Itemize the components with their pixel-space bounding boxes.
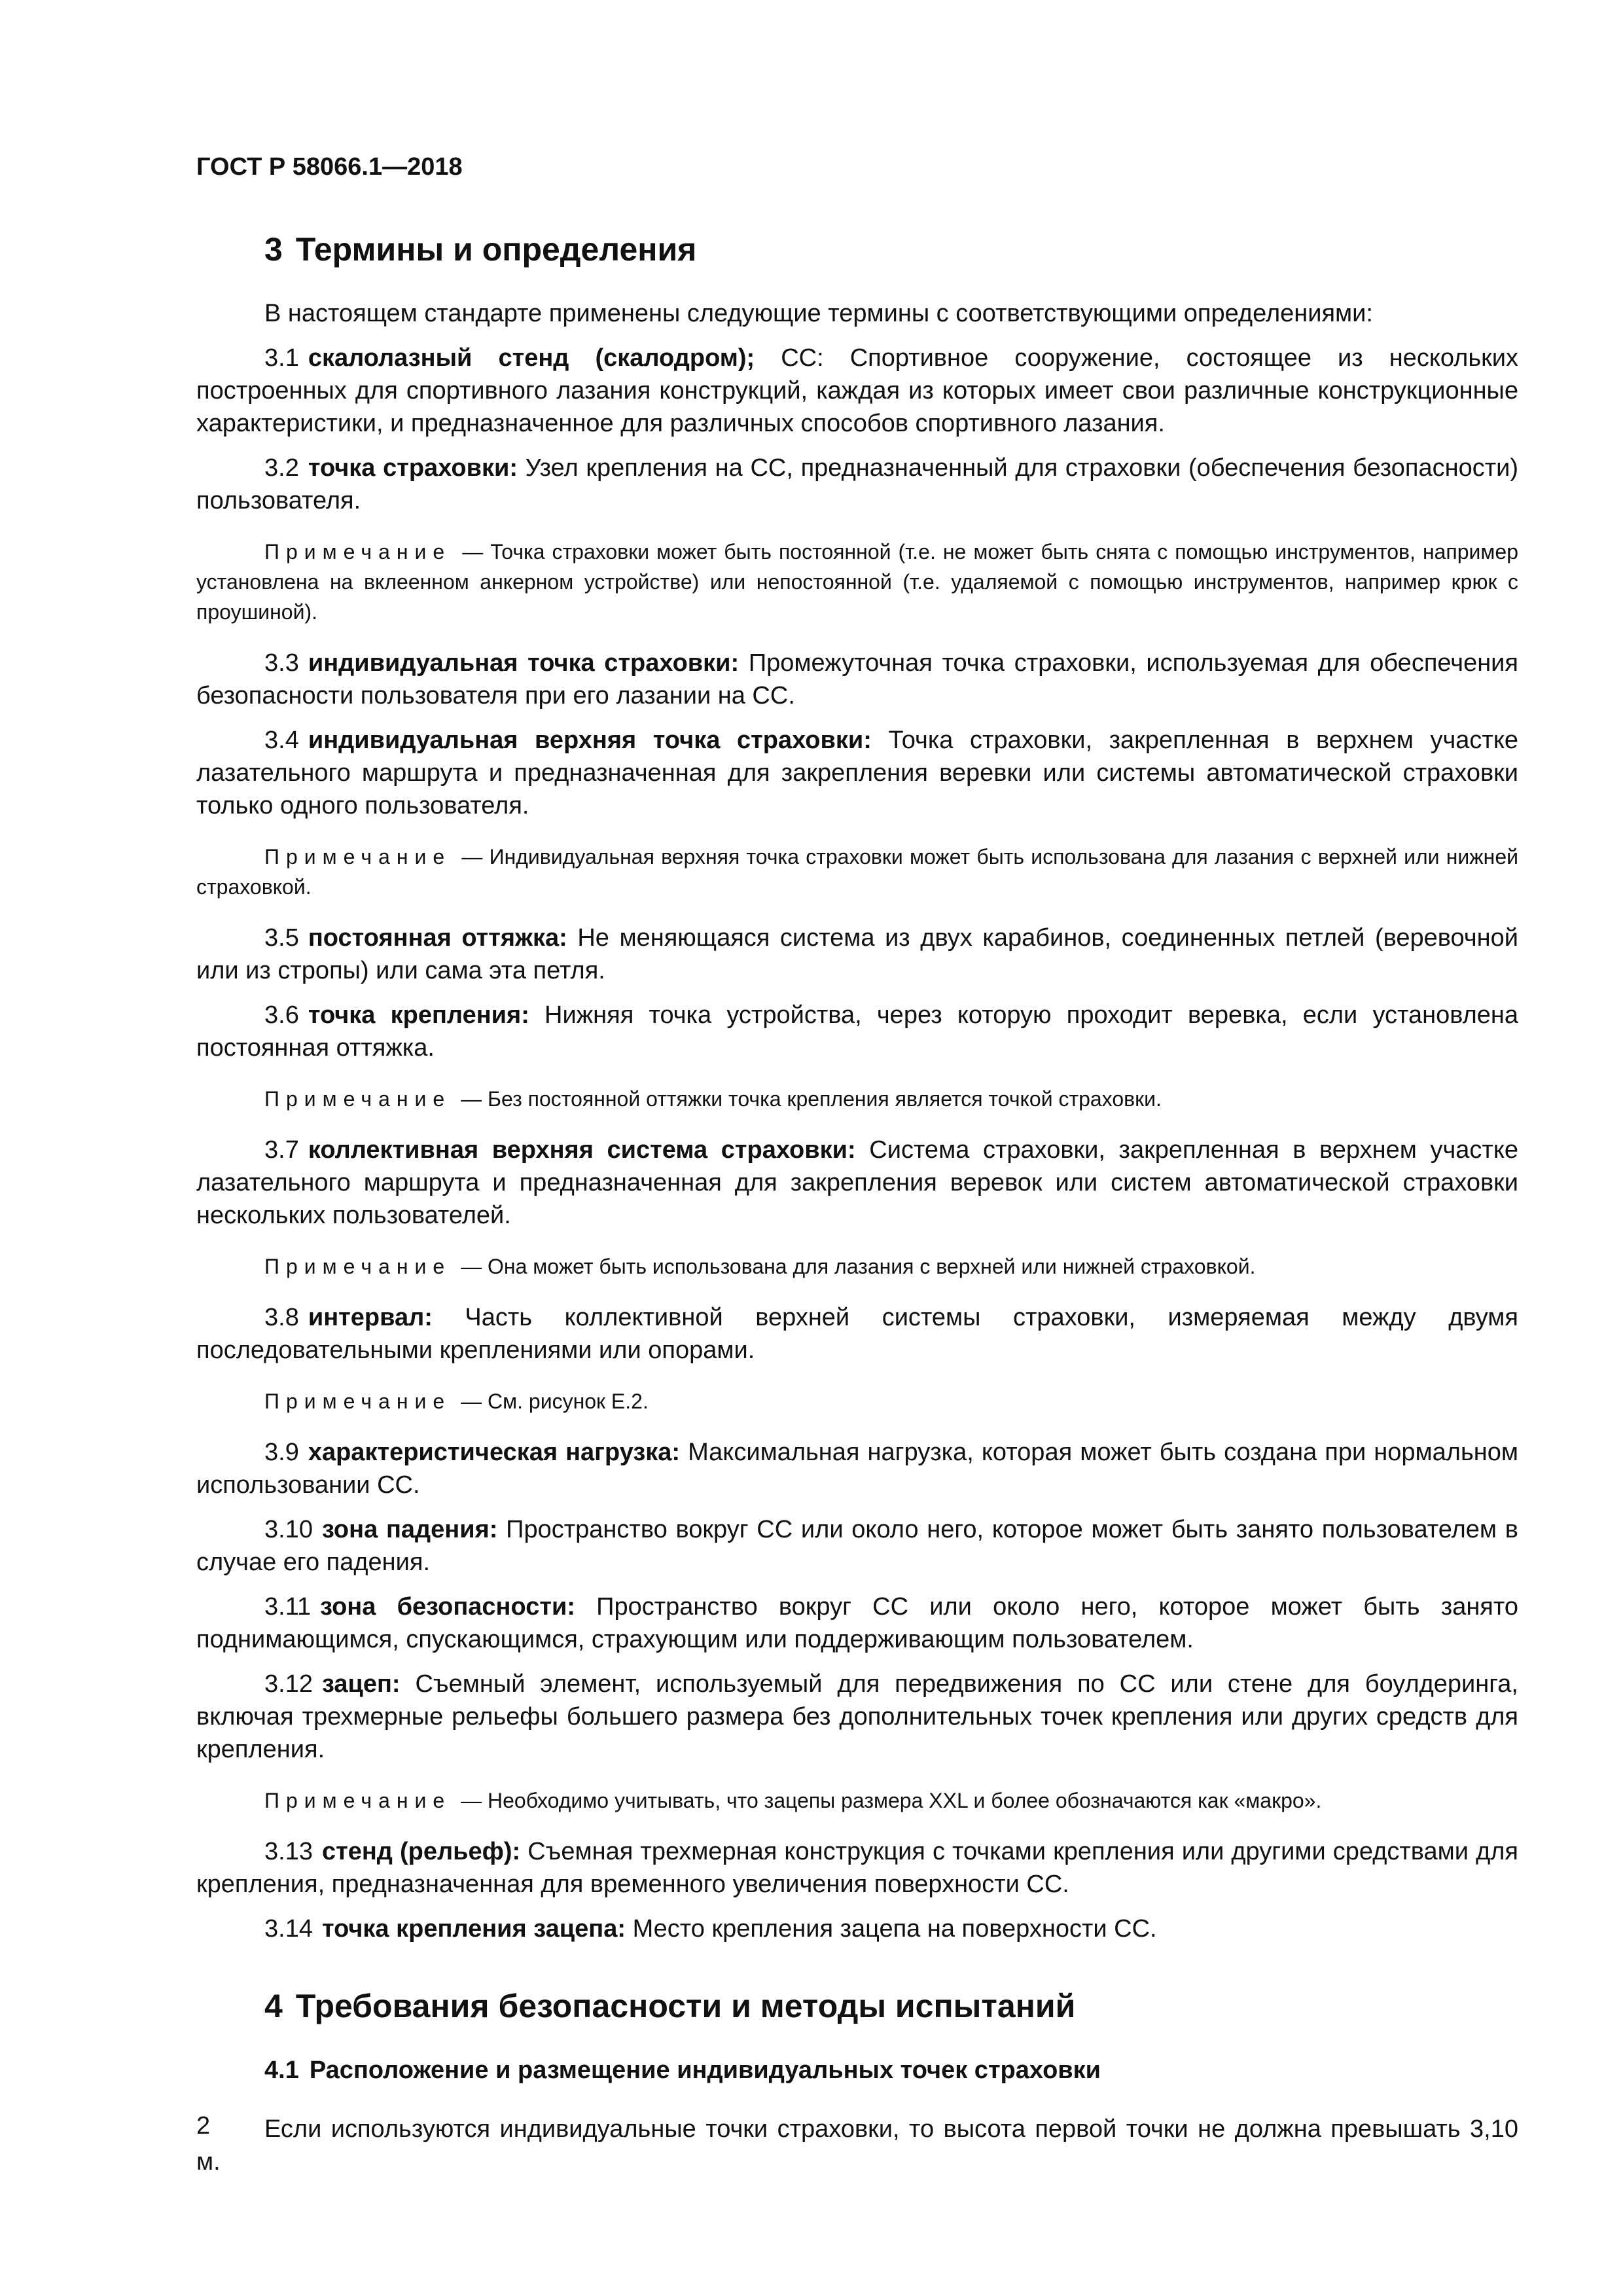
note-3-12: Примечание — Необходимо учитывать, что зацепы размера XXL и более обозначаются как «макро». (264, 1789, 1322, 1812)
term-3-14: 3.14 точка крепления зацепа: Место крепления зацепа на поверхности СС. (264, 1915, 1157, 1943)
term-3-13: 3.13 стенд (рельеф): Съемная трехмерная конструкция с точками крепления или другими средствами для крепления, предназначенная для временного увеличения поверхности СС. (196, 1838, 1518, 1898)
section-number: 4 (264, 1988, 283, 2024)
term-3-7: 3.7 коллективная верхняя система страховки: Система страховки, закрепленная в верхнем участке лазательного маршрута и предназначенная для закрепления веревок или систем автоматической страховки нескольких пользователей. (196, 1136, 1519, 1229)
term-3-11: 3.11 зона безопасности: Пространство вокруг СС или около него, которое может быть занято поднимающимся, спускающимся, страхующим или поддерживающим пользователем. (196, 1593, 1518, 1653)
term-3-4: 3.4 индивидуальная верхняя точка страховки: Точка страховки, закрепленная в верхнем участке лазательного маршрута и предназначенная для закрепления веревки или системы автоматической страховки только одного пользователя. (196, 726, 1519, 819)
term-3-5: 3.5 постоянная оттяжка: Не меняющаяся система из двух карабинов, соединенных петлей (веревочной или из стропы) или сама эта петля. (196, 924, 1518, 984)
term-3-9: 3.9 характеристическая нагрузка: Максимальная нагрузка, которая может быть создана при нормальном использовании СС. (196, 1439, 1518, 1499)
section-title: Термины и определения (295, 231, 697, 268)
section-3-intro: В настоящем стандарте применены следующие термины с соответствующими определениями: (264, 300, 1373, 327)
document-page (196, 151, 1518, 2190)
note-3-4: Примечание — Индивидуальная верхняя точка страховки может быть использована для лазания с верхней или нижней страховкой. (196, 845, 1518, 899)
term-3-12: 3.12 зацеп: Съемный элемент, используемый для передвижения по СС или стене для боулдеринга, включая трехмерные рельефы большего размера без дополнительных точек крепления или других средств для крепления. (196, 1670, 1518, 1763)
term-3-10: 3.10 зона падения: Пространство вокруг СС или около него, которое может быть занято пользователем в случае его падения. (196, 1516, 1518, 1576)
term-3-2: 3.2 точка страховки: Узел крепления на СС, предназначенный для страховки (обеспечения безопасности) пользователя. (196, 454, 1518, 514)
term-3-8: 3.8 интервал: Часть коллективной верхней системы страховки, измеряемая между двумя последовательными креплениями или опорами. (196, 1304, 1518, 1364)
note-3-8: Примечание — См. рисунок Е.2. (264, 1390, 649, 1413)
term-3-6: 3.6 точка крепления: Нижняя точка устройства, через которую проходит веревка, если установлена постоянная оттяжка. (196, 1001, 1519, 1062)
subsection-4-1-heading: 4.1 Расположение и размещение индивидуальных точек страховки (264, 2056, 1101, 2084)
paragraph-4-1: Если используются индивидуальные точки страховки, то высота первой точки не должна превышать 3,10 м. (196, 2115, 1518, 2176)
section-title: Требования безопасности и методы испытаний (295, 1988, 1076, 2024)
document-id-header: ГОСТ Р 58066.1—2018 (196, 153, 463, 181)
note-3-6: Примечание — Без постоянной оттяжки точка крепления является точкой страховки. (264, 1087, 1162, 1111)
note-3-7: Примечание — Она может быть использована для лазания с верхней или нижней страховкой. (264, 1255, 1256, 1278)
section-4-heading (264, 1986, 1518, 2026)
section-number: 3 (264, 231, 283, 268)
page-number: 2 (196, 2112, 211, 2140)
term-3-1: 3.1 скалолазный стенд (скалодром); СС: Спортивное сооружение, состоящее из нескольких построенных для спортивного лазания конструкций, каждая из которых имеет свои различные конструкционные характеристики, и предназначенное для различных способов спортивного лазания. (196, 344, 1518, 437)
note-3-2: Примечание — Точка страховки может быть постоянной (т.е. не может быть снята с помощью инструментов, например установлена на вклеенном анкерном устройстве) или непостоянной (т.е. удаляемой с помощью инструментов, например крюк с проушиной). (196, 540, 1518, 624)
section-3-heading (264, 229, 1518, 270)
term-3-3: 3.3 индивидуальная точка страховки: Промежуточная точка страховки, используемая для обеспечения безопасности пользователя при его лазании на СС. (196, 649, 1518, 709)
